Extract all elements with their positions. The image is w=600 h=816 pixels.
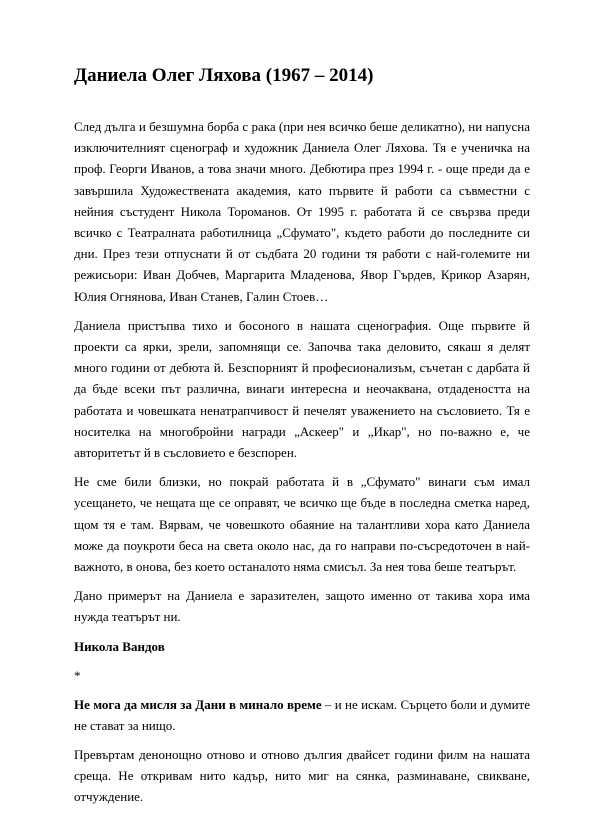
article-body [74,116,530,808]
paragraph-5-rest: – и не искам. Сърцето боли и думите не стават за нищо. [74,696,530,733]
paragraph-5-lead: Не мога да мисля за Дани в минало време [74,696,322,712]
paragraph-6: Превъртам денонощно отново и отново дългия двайсет години филм на нашата среща. Не откривам нито кадър, нито миг на сянка, разминаване, свикване, отчуждение. [74,747,530,805]
document-page [74,64,530,816]
section-separator: * [74,667,81,683]
paragraph-5 [74,694,530,736]
paragraph-1: След дълга и безшумна борба с рака (при нея всичко беше деликатно), ни напусна изключителният сценограф и художник Даниела Олег Ляхова. Тя е ученичка на проф. Георги Иванов, а това значи много. Дебютира през 1994 г. - още преди да е завършила Художествената академия, като първите й работи са съвместни с нейния състудент Никола Тороманов. От 1995 г. работата й се свързва преди всичко с Театралната работилница „Сфумато", където работи до последните си дни. През тези отпуснати й от съдбата 20 години тя работи с най-големите ни режисьори: Иван Добчев, Маргарита Младенова, Явор Гърдев, Крикор Азарян, Юлия Огнянова, Иван Станев, Галин Стоев… [74,119,530,304]
paragraph-4: Дано примерът на Даниела е заразителен, защото именно от такива хора има нужда театърът ни. [74,588,530,625]
paragraph-3: Не сме били близки, но покрай работата й в „Сфумато" винаги съм имал усещането, че нещата ще се оправят, че всичко ще бъде в последна сметка наред, щом тя е там. Вярвам, че човешкото обаяние на талантливи хора като Даниела може да поукроти беса на света около нас, да го направи по-съсредоточен в най-важното, в онова, без което останалото няма смисъл. За нея това беше театърът. [74,474,530,575]
page-title: Даниела Олег Ляхова (1967 – 2014) [74,65,374,86]
author-signature: Никола Вандов [74,638,165,654]
paragraph-2: Даниела пристъпва тихо и босоного в нашата сценография. Още първите й проекти са ярки, зрели, запомнящи се. Започва така деловито, сякаш я делят много години от дебюта й. Безспорният й професионализъм, съчетан с дарбата й да бъде всеки път различна, винаги интересна и неочаквана, отдадеността на работата и човешката ненатрапчивост й печелят уважението на съсловието. Тя е носителка на многобройни награди „Аскеер" и „Икар", но по-важно е, че авторитетът й в съсловието е безспорен. [74,317,530,461]
